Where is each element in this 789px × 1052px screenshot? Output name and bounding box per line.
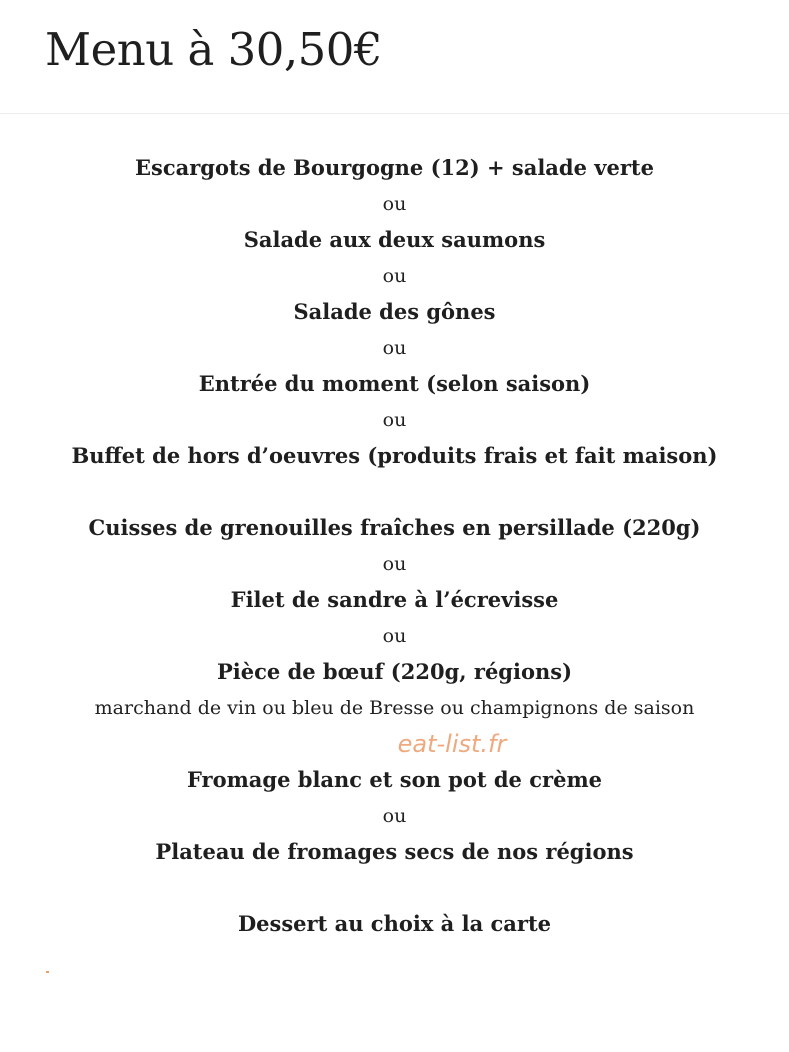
menu-content [0,150,789,942]
menu-item-starter: Escargots de Bourgogne (12) + salade verte [135,155,654,180]
menu-item-cheese: Fromage blanc et son pot de crème [186,767,603,792]
menu-item-starter: Buffet de hors d’oeuvres (produits frais et fait maison) [71,443,718,468]
menu-item-main: Filet de sandre à l’écrevisse [230,587,559,612]
or-separator: ou [382,193,407,215]
or-separator: ou [382,265,407,287]
section-spacer [0,474,789,510]
menu-item-starter: Entrée du moment (selon saison) [198,371,591,396]
sauce-options-note: marchand de vin ou bleu de Bresse ou champignons de saison [94,697,695,719]
menu-item-starter: Salade aux deux saumons [243,227,546,252]
or-separator: ou [382,625,407,647]
menu-item-cheese: Plateau de fromages secs de nos régions [155,839,634,864]
or-separator: ou [382,553,407,575]
section-spacer [0,870,789,906]
menu-item-starter: Salade des gônes [293,299,496,324]
page-header [0,0,789,114]
menu-item-main: Pièce de bœuf (220g, régions) [216,659,573,684]
menu-item-dessert: Dessert au choix à la carte [237,911,552,936]
or-separator: ou [382,337,407,359]
watermark: eat-list.fr [397,730,507,758]
or-separator: ou [382,409,407,431]
decorative-dot [46,971,49,973]
menu-item-main: Cuisses de grenouilles fraîches en persillade (220g) [88,515,701,540]
page-title: Menu à 30,50€ [45,23,383,76]
or-separator: ou [382,805,407,827]
